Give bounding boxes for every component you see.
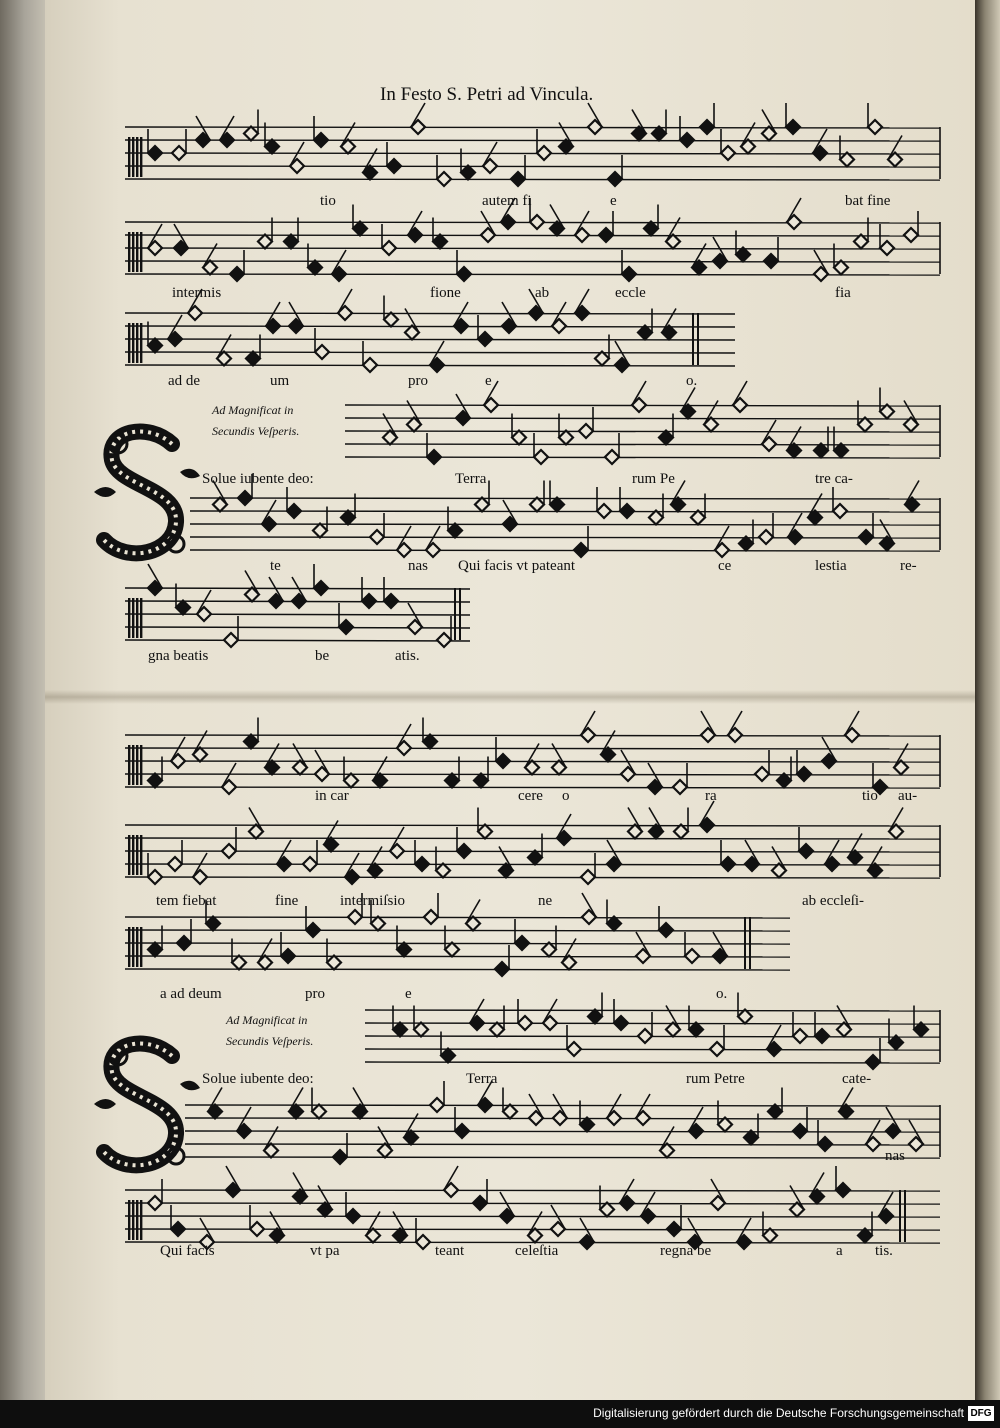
lyric-syllable: cere — [518, 788, 543, 804]
note-head — [537, 146, 551, 160]
footer-bar — [0, 1400, 1000, 1428]
staff-line — [345, 431, 940, 432]
staff-line — [125, 930, 790, 931]
note-head — [433, 235, 447, 249]
note-head — [818, 1137, 832, 1151]
note-head — [148, 870, 162, 884]
staff-line — [125, 748, 940, 749]
note-head — [148, 339, 162, 353]
clef-glyph — [132, 598, 134, 638]
note-head — [445, 774, 459, 788]
staff-line — [365, 1010, 940, 1011]
lyric-syllable: vt pa — [310, 1243, 340, 1259]
note-head — [232, 956, 246, 970]
note-head — [667, 1222, 681, 1236]
note-head — [518, 1016, 532, 1030]
note-head — [314, 133, 328, 147]
note-head — [281, 949, 295, 963]
lyric-syllable: rum Petre — [686, 1071, 745, 1087]
lyric-syllable: be — [315, 648, 330, 664]
clef-glyph — [140, 137, 142, 177]
note-head — [652, 127, 666, 141]
staff-line — [190, 511, 940, 512]
lyric-syllable: au- — [898, 788, 918, 804]
clef-glyph — [140, 232, 142, 272]
staff-line — [345, 444, 940, 445]
note-head — [224, 633, 238, 647]
note-head — [530, 215, 544, 229]
note-head — [814, 444, 828, 458]
lyric-syllable: Qui facis vt pateant — [458, 558, 576, 574]
clef-glyph — [140, 323, 142, 363]
clef-glyph — [128, 598, 130, 638]
note-head — [371, 917, 385, 931]
note-head — [700, 120, 714, 134]
decorated-initial-s-lower — [88, 1034, 203, 1184]
note-head — [230, 267, 244, 281]
note-head — [314, 581, 328, 595]
section-label-line: Ad Magnificat in — [212, 403, 294, 417]
lyric-syllable: um — [270, 373, 290, 389]
note-head — [579, 424, 593, 438]
note-head — [680, 133, 694, 147]
note-head — [362, 594, 376, 608]
note-head — [605, 450, 619, 464]
note-head — [786, 120, 800, 134]
note-head — [393, 1023, 407, 1037]
note-head — [313, 524, 327, 538]
clef-glyph — [132, 232, 134, 272]
note-head — [427, 450, 441, 464]
note-head — [222, 844, 236, 858]
clef-glyph — [136, 232, 138, 272]
note-head — [148, 943, 162, 957]
lyric-syllable: eccle — [615, 285, 646, 301]
note-head — [530, 498, 544, 512]
staff-line — [345, 418, 940, 419]
note-head — [739, 537, 753, 551]
lyric-syllable: autem fi — [482, 193, 532, 209]
note-head — [414, 1023, 428, 1037]
note-head — [415, 857, 429, 871]
note-head — [674, 825, 688, 839]
note-head — [858, 418, 872, 432]
note-head — [171, 1222, 185, 1236]
lyric-syllable: regna be — [660, 1243, 712, 1259]
note-head — [478, 332, 492, 346]
staff-line — [190, 550, 940, 551]
staff-line — [125, 943, 790, 944]
note-head — [455, 1124, 469, 1138]
clef-glyph — [128, 745, 130, 785]
lyric-syllable: te — [270, 558, 281, 574]
lyric-syllable: tio — [862, 788, 878, 804]
clef-glyph — [132, 323, 134, 363]
note-head — [622, 267, 636, 281]
note-head — [437, 172, 451, 186]
staff-line — [125, 864, 940, 865]
lyric-syllable: lestia — [815, 558, 847, 574]
note-head — [644, 222, 658, 236]
note-head — [744, 1131, 758, 1145]
section-label-line: Ad Magnificat in — [226, 1013, 308, 1027]
lyric-syllable: tio — [320, 193, 336, 209]
note-head — [542, 943, 556, 957]
lyric-syllable: celeſtia — [515, 1243, 559, 1259]
note-head — [457, 844, 471, 858]
note-head — [673, 780, 687, 794]
note-head — [148, 774, 162, 788]
note-head — [528, 851, 542, 865]
dfg-logo: DFG — [968, 1406, 994, 1421]
lyric-syllable: nas — [885, 1148, 905, 1164]
note-head — [550, 498, 564, 512]
note-head — [437, 633, 451, 647]
note-head — [685, 949, 699, 963]
lyric-syllable: in car — [315, 788, 349, 804]
lyric-syllable: rum Pe — [632, 471, 675, 487]
clef-glyph — [132, 137, 134, 177]
staff-line — [125, 248, 940, 249]
lyric-syllable: fia — [835, 285, 851, 301]
note-head — [710, 1042, 724, 1056]
clef-glyph — [128, 232, 130, 272]
lyric-syllable: Terra — [455, 471, 487, 487]
lyric-syllable: intermis — [172, 285, 222, 301]
page-title: In Festo S. Petri ad Vincula. — [380, 84, 594, 105]
clef-glyph — [128, 835, 130, 875]
clef-glyph — [128, 927, 130, 967]
note-head — [799, 844, 813, 858]
staff-line — [125, 877, 940, 878]
note-head — [638, 1029, 652, 1043]
note-head — [649, 511, 663, 525]
note-head — [176, 601, 190, 615]
lyric-syllable: ce — [718, 558, 732, 574]
note-head — [777, 774, 791, 788]
note-head — [258, 235, 272, 249]
note-head — [763, 1229, 777, 1243]
note-head — [448, 524, 462, 538]
lyric-syllable: Solue iubente deo: — [202, 471, 314, 487]
note-head — [148, 146, 162, 160]
note-head — [608, 172, 622, 186]
note-head — [244, 127, 258, 141]
note-head — [755, 767, 769, 781]
note-head — [574, 543, 588, 557]
note-head — [859, 530, 873, 544]
note-head — [384, 313, 398, 327]
lyric-syllable: Qui facis — [160, 1243, 215, 1259]
note-head — [580, 1118, 594, 1132]
staff-line — [185, 1131, 940, 1132]
note-head — [793, 1124, 807, 1138]
note-head — [866, 1055, 880, 1069]
note-head — [600, 1203, 614, 1217]
note-head — [177, 936, 191, 950]
note-head — [588, 1010, 602, 1024]
section-label-lower — [226, 1010, 313, 1052]
note-head — [567, 1042, 581, 1056]
staff-line — [125, 235, 940, 236]
staff-line — [125, 261, 940, 262]
note-head — [206, 917, 220, 931]
lyric-syllable: ad de — [168, 373, 201, 389]
lyric-syllable: e — [405, 986, 412, 1002]
note-head — [614, 1016, 628, 1030]
note-head — [868, 120, 882, 134]
note-head — [512, 431, 526, 445]
section-label-line: Secundis Veſperis. — [226, 1034, 314, 1048]
footer-credit: Digitalisierung gefördert durch die Deutsche Forschungsgemeinschaft — [593, 1406, 964, 1420]
note-head — [348, 910, 362, 924]
clef-glyph — [140, 598, 142, 638]
staff-line — [125, 1216, 940, 1217]
note-head — [424, 910, 438, 924]
staff-line — [125, 179, 940, 180]
note-head — [833, 504, 847, 518]
clef-glyph — [136, 835, 138, 875]
lyric-syllable: ab eccleſi- — [802, 893, 865, 909]
staff-line — [125, 640, 470, 641]
note-head — [430, 1098, 444, 1112]
staff-line — [125, 352, 735, 353]
lyric-syllable: a — [836, 1243, 843, 1259]
staff-line — [185, 1157, 940, 1158]
clef-glyph — [128, 323, 130, 363]
note-head — [382, 241, 396, 255]
note-head — [904, 228, 918, 242]
staff-line — [365, 1062, 940, 1063]
lyric-syllable: re- — [900, 558, 917, 574]
note-head — [478, 825, 492, 839]
note-head — [363, 358, 377, 372]
note-head — [475, 498, 489, 512]
note-head — [718, 1118, 732, 1132]
note-head — [457, 267, 471, 281]
staff-line — [125, 838, 940, 839]
lyric-syllable: fine — [275, 893, 299, 909]
staff-line — [190, 524, 940, 525]
clef-glyph — [132, 927, 134, 967]
note-head — [659, 923, 673, 937]
note-head — [559, 431, 573, 445]
note-head — [238, 491, 252, 505]
clef-glyph — [128, 1200, 130, 1240]
note-head — [423, 735, 437, 749]
clef-glyph — [132, 835, 134, 875]
note-head — [244, 735, 258, 749]
note-head — [461, 166, 475, 180]
note-head — [333, 1150, 347, 1164]
lyric-syllable: o. — [686, 373, 698, 389]
note-head — [793, 1029, 807, 1043]
decorated-initial-s-upper — [88, 422, 203, 572]
lyric-syllable: intermiſsio — [340, 893, 405, 909]
clef-glyph — [132, 745, 134, 785]
clef-glyph — [140, 927, 142, 967]
lyric-syllable: tem fiebat — [156, 893, 217, 909]
note-head — [721, 857, 735, 871]
note-head — [436, 864, 450, 878]
lyric-syllable: atis. — [395, 648, 420, 664]
section-label-line: Secundis Veſperis. — [212, 424, 300, 438]
clef-glyph — [136, 598, 138, 638]
note-head — [344, 774, 358, 788]
lyric-syllable: e — [610, 193, 617, 209]
note-head — [691, 511, 705, 525]
note-head — [764, 254, 778, 268]
note-head — [597, 504, 611, 518]
clef-glyph — [140, 1200, 142, 1240]
lyric-syllable: bat fine — [845, 193, 891, 209]
note-head — [515, 936, 529, 950]
note-head — [306, 923, 320, 937]
clef-glyph — [140, 745, 142, 785]
note-head — [534, 450, 548, 464]
note-head — [387, 159, 401, 173]
staff-line — [190, 498, 940, 499]
staff-line — [125, 917, 790, 918]
note-head — [168, 857, 182, 871]
note-head — [736, 248, 750, 262]
section-label-upper — [212, 400, 299, 442]
clef-glyph — [136, 1200, 138, 1240]
note-head — [416, 1235, 430, 1249]
note-head — [880, 241, 894, 255]
lyric-syllable: pro — [408, 373, 428, 389]
lyric-syllable: tis. — [875, 1243, 893, 1259]
lyric-syllable: ra — [705, 788, 717, 804]
note-head — [595, 352, 609, 366]
lyric-syllable: ab — [535, 285, 550, 301]
staff-line — [125, 969, 790, 970]
note-head — [503, 1105, 517, 1119]
clef-glyph — [136, 137, 138, 177]
note-head — [315, 345, 329, 359]
note-head — [836, 1183, 850, 1197]
lyric-syllable: o. — [716, 986, 728, 1002]
note-head — [341, 511, 355, 525]
note-head — [495, 962, 509, 976]
note-head — [287, 504, 301, 518]
note-head — [834, 444, 848, 458]
note-head — [284, 235, 298, 249]
lyric-syllable: Terra — [466, 1071, 498, 1087]
note-head — [445, 943, 459, 957]
staff-line — [125, 127, 940, 128]
lyric-syllable: tre ca- — [815, 471, 853, 487]
note-head — [768, 1105, 782, 1119]
staff-line — [125, 166, 940, 167]
note-head — [339, 620, 353, 634]
note-head — [370, 530, 384, 544]
note-head — [327, 956, 341, 970]
lyric-syllable: o — [562, 788, 570, 804]
note-head — [759, 530, 773, 544]
note-head — [265, 140, 279, 154]
note-head — [312, 1105, 326, 1119]
note-head — [473, 1196, 487, 1210]
note-head — [308, 261, 322, 275]
clef-glyph — [128, 137, 130, 177]
lyric-syllable: ne — [538, 893, 553, 909]
clef-glyph — [132, 1200, 134, 1240]
note-head — [384, 594, 398, 608]
note-head — [511, 172, 525, 186]
staff-line — [125, 825, 940, 826]
note-head — [607, 917, 621, 931]
note-head — [840, 153, 854, 167]
note-head — [490, 1023, 504, 1037]
note-head — [397, 943, 411, 957]
staff-line — [125, 140, 940, 141]
lyric-syllable: teant — [435, 1243, 465, 1259]
note-head — [346, 1209, 360, 1223]
staff-line — [365, 1049, 940, 1050]
note-head — [172, 146, 186, 160]
note-head — [815, 1029, 829, 1043]
staff-line — [190, 537, 940, 538]
lyric-syllable: pro — [305, 986, 325, 1002]
note-head — [721, 146, 735, 160]
note-head — [638, 326, 652, 340]
note-head — [441, 1049, 455, 1063]
note-head — [303, 857, 317, 871]
staff-line — [125, 313, 735, 314]
note-head — [246, 352, 260, 366]
note-head — [659, 431, 673, 445]
note-head — [148, 1196, 162, 1210]
note-head — [581, 870, 595, 884]
note-head — [250, 1222, 264, 1236]
note-head — [738, 1010, 752, 1024]
note-head — [834, 261, 848, 275]
lyric-syllable: fione — [430, 285, 461, 301]
clef-glyph — [140, 835, 142, 875]
note-head — [797, 767, 811, 781]
lyric-syllable: cate- — [842, 1071, 872, 1087]
lyric-syllable: gna beatis — [148, 648, 209, 664]
note-head — [496, 754, 510, 768]
staff-line — [125, 735, 940, 736]
lyric-syllable: e — [485, 373, 492, 389]
clef-glyph — [136, 927, 138, 967]
clef-glyph — [136, 323, 138, 363]
note-head — [474, 774, 488, 788]
lyric-syllable: Solue iubente deo: — [202, 1071, 314, 1087]
note-head — [599, 228, 613, 242]
staff-line — [125, 614, 470, 615]
note-head — [620, 504, 634, 518]
lyric-syllable: nas — [408, 558, 428, 574]
lyric-syllable: a ad deum — [160, 986, 222, 1002]
note-head — [353, 222, 367, 236]
note-head — [689, 1023, 703, 1037]
clef-glyph — [136, 745, 138, 785]
